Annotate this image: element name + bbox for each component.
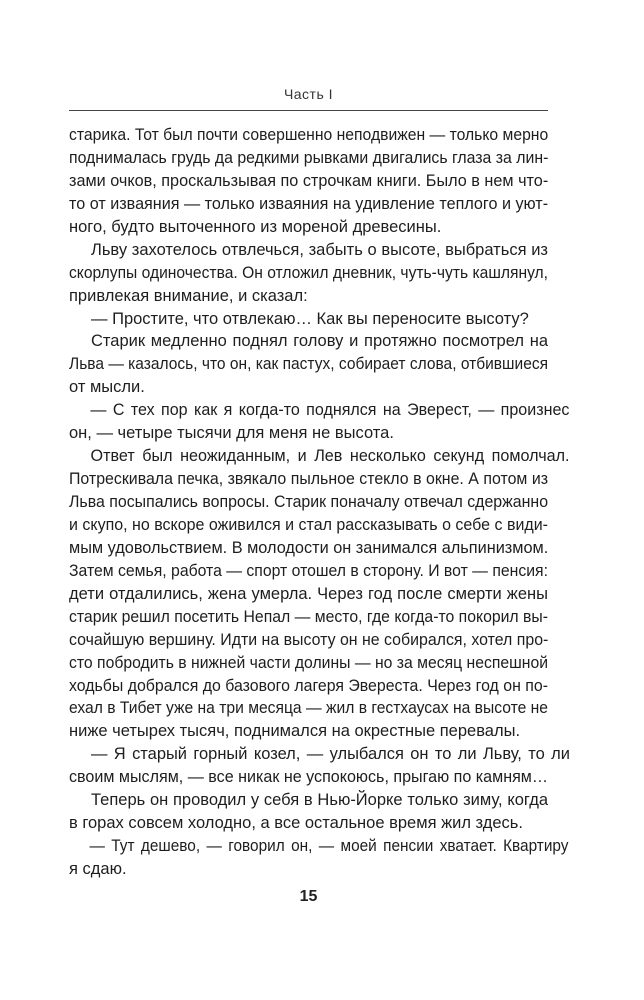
text-line: Теперь он проводил у себя в Нью-Йорке только зиму, когда	[91, 791, 548, 810]
text-line: — Тут дешево, — говорил он, — моей пенсии хватает. Квартиру	[89, 837, 569, 856]
text-line: мым удовольствием. В молодости он занимался альпинизмом.	[69, 538, 549, 557]
body-text	[69, 124, 570, 881]
text-line: он, — четыре тысячи для меня не высота.	[69, 424, 394, 443]
text-line: дети отдалились, жена умерла. Через год после смерти жены	[69, 584, 548, 603]
text-line: ходьбы добрался до базового лагеря Эвереста. Через год он по-	[69, 676, 548, 695]
running-head: Часть I	[283, 86, 334, 102]
paragraph	[69, 445, 570, 743]
text-line: старик решил посетить Непал — место, где когда-то покорил вы-	[69, 607, 548, 626]
text-line: Ответ был неожиданным, и Лев несколько секунд помолчал.	[90, 447, 570, 466]
header-rule	[69, 110, 548, 111]
text-line: — Я старый горный козел, — улыбался он то ли Льву, то ли	[90, 745, 570, 764]
paragraph	[69, 743, 570, 789]
text-line: поднималась грудь да редкими рывками двигались глаза за лин-	[69, 148, 549, 167]
text-line: своим мыслям, — все никак не успокоюсь, прыгаю по камням…	[69, 768, 548, 787]
paragraph	[69, 239, 548, 308]
text-line: сто побродить в нижней части долины — но за месяц неспешной	[69, 653, 548, 672]
text-line: Льва — казалось, что он, как пастух, собирает слова, отбившиеся	[69, 355, 548, 374]
text-line: то от изваяния — только изваяния на удивление теплого и уют-	[69, 194, 549, 213]
text-line: Затем семья, работа — спорт отошел в сторону. И вот — пенсия:	[69, 561, 548, 580]
text-line: ного, будто выточенного из мореной древесины.	[69, 217, 442, 236]
text-line: — Простите, что отвлекаю… Как вы переносите высоту?	[91, 309, 529, 328]
text-line: Старик медленно поднял голову и протяжно посмотрел на	[91, 332, 548, 351]
page-number: 15	[299, 888, 318, 905]
paragraph	[69, 124, 548, 239]
text-line: я сдаю.	[69, 860, 127, 878]
paragraph	[69, 308, 548, 331]
text-line: зами очков, проскальзывая по строчкам книги. Было в нем что-	[69, 171, 549, 190]
text-line: привлекая внимание, и сказал:	[69, 286, 308, 305]
text-line: — С тех пор как я когда-то поднялся на Эверест, — произнес	[90, 401, 570, 420]
paragraph	[69, 399, 570, 445]
text-line: и скупо, но вскоре оживился и стал рассказывать о себе с види-	[69, 515, 548, 534]
paragraph	[69, 789, 548, 835]
text-line: скорлупы одиночества. Он отложил дневник, чуть-чуть кашлянул,	[69, 263, 548, 282]
text-line: от мысли.	[69, 378, 145, 397]
text-line: Льву захотелось отвлечься, забыть о высоте, выбраться из	[91, 240, 548, 259]
paragraph	[69, 330, 548, 399]
text-line: ехал в Тибет уже на три месяца — жил в гестхаусах на высоте не	[69, 699, 548, 718]
text-line: Потрескивала печка, звякало пыльное стекло в окне. А потом из	[69, 470, 548, 489]
text-line: сочайшую вершину. Идти на высоту он не собирался, хотел про-	[69, 630, 549, 649]
text-line: ниже четырех тысяч, поднимался на окрестные перевалы.	[69, 722, 521, 741]
paragraph	[69, 835, 569, 881]
text-line: в горах совсем холодно, а все остальное время жил здесь.	[69, 814, 523, 833]
text-line: старика. Тот был почти совершенно неподвижен — только мерно	[69, 126, 549, 144]
text-line: Льва посыпались вопросы. Старик поначалу отвечал сдержанно	[69, 493, 549, 511]
